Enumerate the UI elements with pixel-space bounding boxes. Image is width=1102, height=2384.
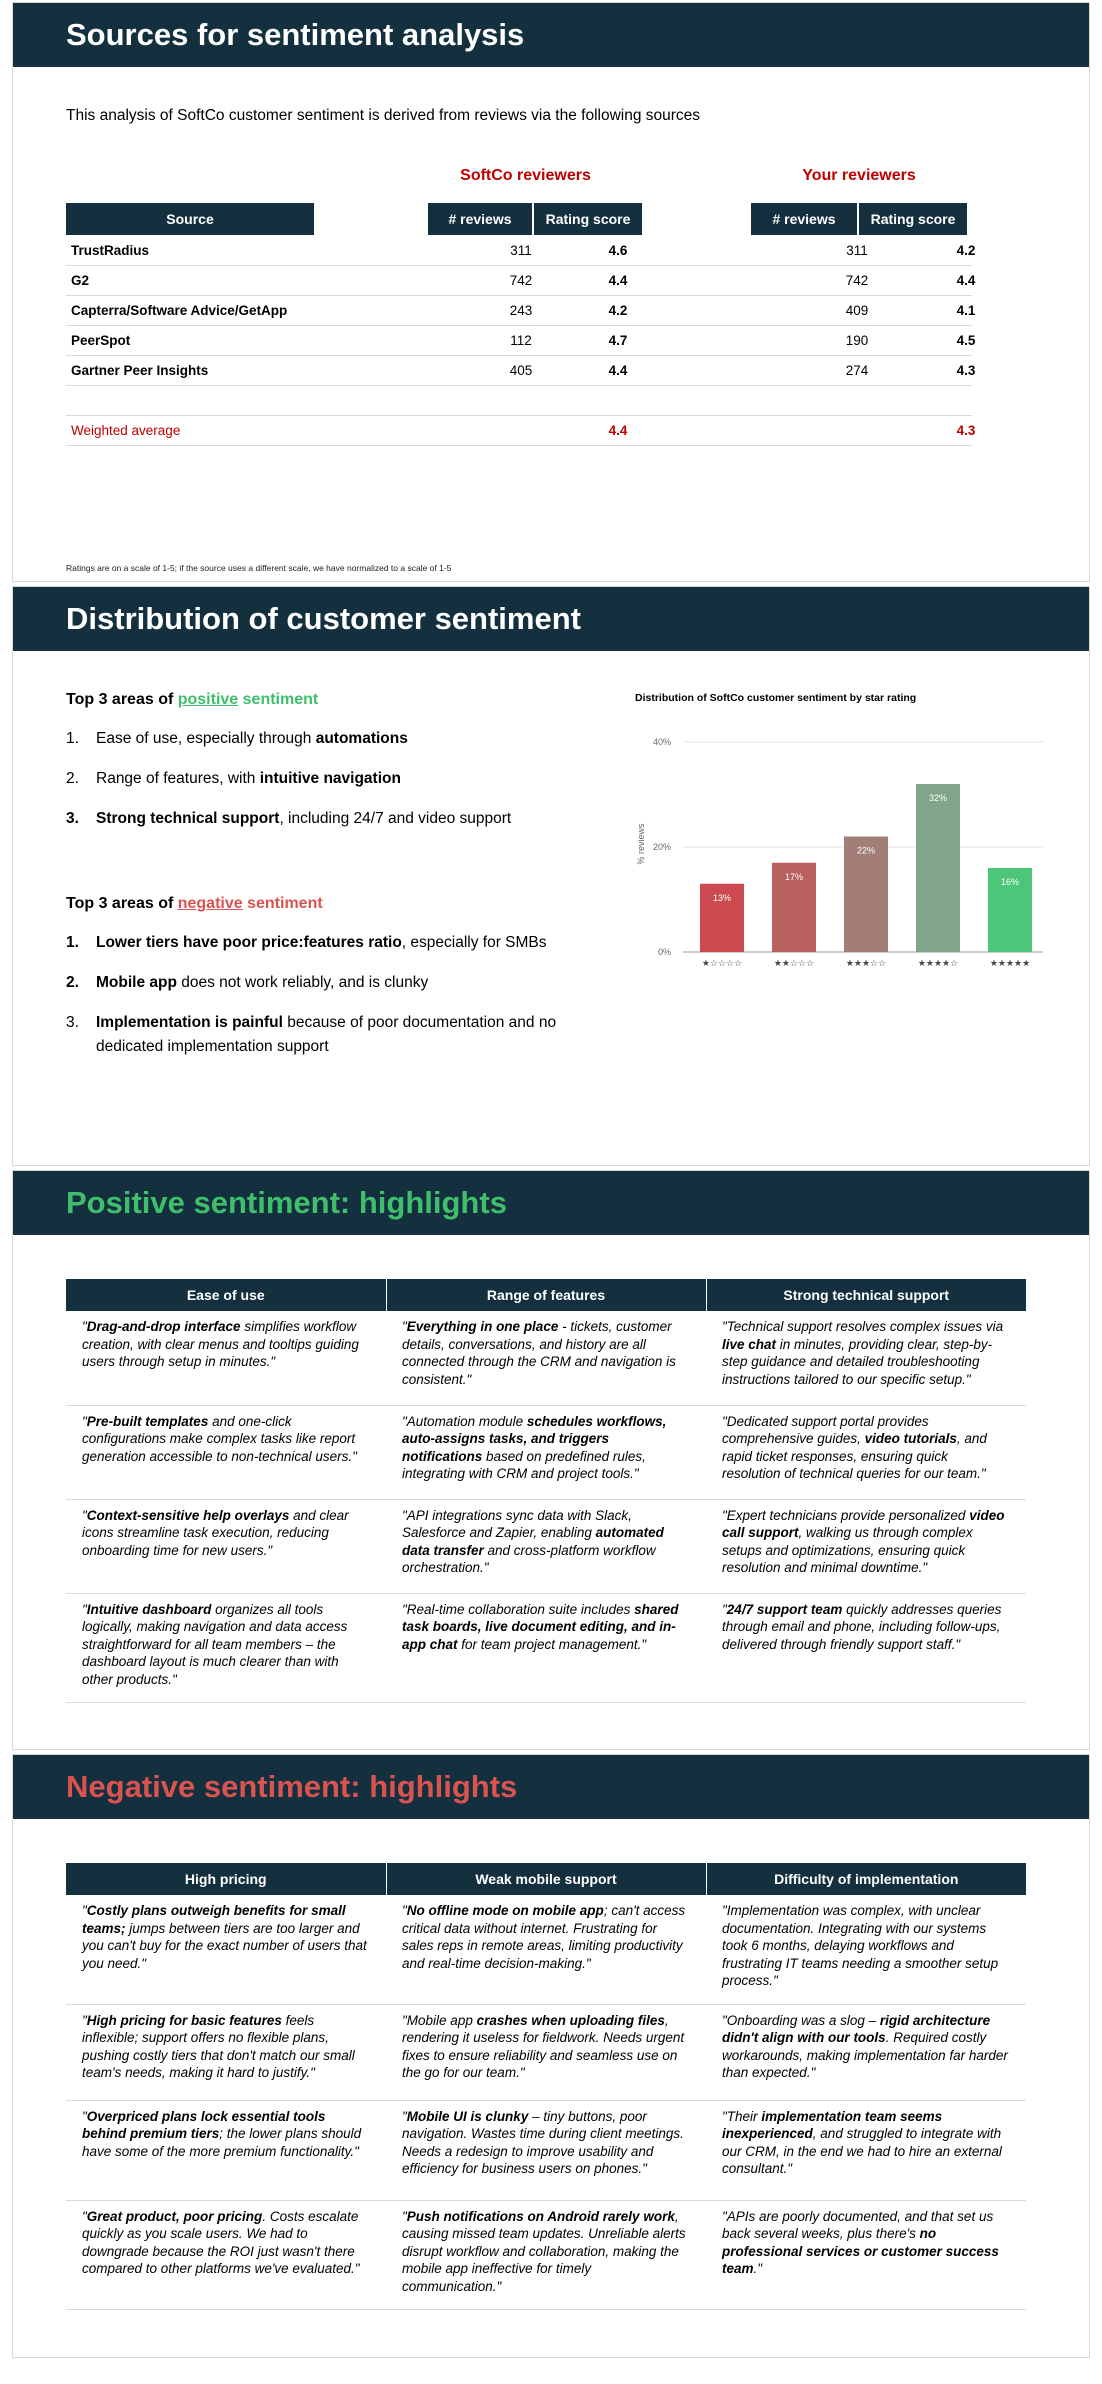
table-row [66,265,976,296]
y-tick-label: 20% [652,842,671,852]
table-row [66,235,976,266]
table-row [66,1593,1026,1703]
weighted-average-row [66,415,976,446]
table-row [66,2200,1026,2310]
bar [916,784,960,952]
cell-reviews-yours: 742 [845,273,869,288]
x-tick-label: ★☆☆☆☆ [701,959,743,969]
quote-cell: "Costly plans outweigh benefits for small teams; jumps between tiers are too larger and you can't buy for the exact number of users that you need." [66,1895,386,2004]
quote-cell: "High pricing for basic features feels inflexible; support offers no flexible plans, pushing costly tiers that don't match our small team's needs, making it hard to justify." [66,2004,386,2100]
cell-reviews-yours: 274 [845,363,869,378]
slide-sources [12,2,1090,582]
quote-cell: "Everything in one place - tickets, customer details, conversations, and history are all connected through the CRM and navigation is consistent." [386,1311,706,1405]
quote-cell: "Intuitive dashboard organizes all tools logically, making navigation and data access straightforward for all team members – the dashboard layout is much clearer than with other products." [66,1593,386,1703]
negative-highlights-table [66,1863,1026,2310]
quote-cell: "Context-sensitive help overlays and clear icons streamline task execution, reducing onboarding time for new users." [66,1499,386,1593]
cell-rating-softco: 4.4 [608,273,628,288]
cell-reviews-softco: 742 [509,273,533,288]
negative-heading [66,895,323,913]
table-row [66,1499,1026,1593]
quote-cell: "24/7 support team quickly addresses queries through email and phone, including follow-ups, delivered through friendly support staff." [706,1593,1026,1703]
cell-rating-yours: 4.3 [956,363,976,378]
quote-cell: "Dedicated support portal provides comprehensive guides, video tutorials, and rapid ticket responses, ensuring quick resolution of technical queries for our team." [706,1405,1026,1499]
negative-item [66,931,586,957]
slide-banner [13,1755,1089,1819]
quote-cell: "Mobile UI is clunky – tiny buttons, poor navigation. Wastes time during client meetings. Needs a redesign to improve usability and efficiency for business users on phones." [386,2100,706,2200]
slide-title: Sources for sentiment analysis [66,17,525,52]
item-text: Range of features, with intuitive navigation [96,770,401,787]
heading-suffix: sentiment [238,691,319,708]
cell-rating-yours: 4.5 [956,333,976,348]
weighted-average-label: Weighted average [71,423,181,438]
cell-source: Capterra/Software Advice/GetApp [71,303,288,318]
quote-cell: "Drag-and-drop interface simplifies workflow creation, with clear menus and tooltips guiding users through setup in minutes." [66,1311,386,1405]
slide-title: Negative sentiment: highlights [66,1769,518,1804]
item-text: Ease of use, especially through automations [96,730,408,747]
bar-value-label: 16% [1000,877,1020,887]
col-header: Weak mobile support [386,1863,706,1895]
quote-cell: "No offline mode on mobile app; can't access critical data without internet. Frustrating for sales reps in remote areas, limiting productivity and real-time decision-making." [386,1895,706,2004]
col-header-source: Source [66,203,314,235]
cell-source: TrustRadius [71,243,150,258]
item-text: Strong technical support, including 24/7 and video support [96,810,512,827]
negative-word: negative [177,895,243,912]
quote-cell: "APIs are poorly documented, and that set us back several weeks, plus there's no professional services or customer success team." [706,2200,1026,2310]
item-text: Mobile app does not work reliably, and is clunky [96,974,429,991]
col-header: Strong technical support [706,1279,1026,1311]
col-header-reviews-yours: # reviews [751,203,857,235]
y-axis-label: % reviews [636,823,646,865]
negative-item [66,1011,586,1063]
slide-banner [13,587,1089,651]
group-header-yours: Your reviewers [802,167,916,184]
cell-source: G2 [71,273,90,288]
x-tick-label: ★★★★☆ [917,959,959,969]
slide-positive-highlights [12,1170,1090,1750]
x-tick-label: ★★★★★ [989,959,1031,969]
cell-reviews-yours: 409 [845,303,869,318]
cell-reviews-softco: 311 [510,243,532,258]
intro-text: This analysis of SoftCo customer sentiment is derived from reviews via the following sources [66,107,701,124]
weighted-average-yours: 4.3 [956,423,976,438]
item-text: Lower tiers have poor price:features ratio, especially for SMBs [96,934,547,951]
quote-cell: "Technical support resolves complex issues via live chat in minutes, providing clear, step-by-step guidance and detailed troubleshooting instructions tailored to our specific setup." [706,1311,1026,1405]
quote-cell: "Pre-built templates and one-click configurations make complex tasks like report generation accessible to non-technical users." [66,1405,386,1499]
positive-highlights-table [66,1279,1026,1703]
cell-rating-softco: 4.2 [608,303,628,318]
positive-item [66,807,586,833]
cell-reviews-softco: 243 [509,303,533,318]
col-header: High pricing [66,1863,386,1895]
col-header-rating-softco: Rating score [534,203,642,235]
slide-distribution [12,586,1090,1166]
negative-item [66,971,586,997]
y-tick-label: 40% [652,737,671,747]
quote-cell: "Onboarding was a slog – rigid architecture didn't align with our tools. Required costly workarounds, making implementation far harder than expected." [706,2004,1026,2100]
table-row [66,325,976,356]
slide-banner [13,3,1089,67]
cell-rating-softco: 4.7 [608,333,628,348]
cell-reviews-softco: 112 [510,333,532,348]
bar-value-label: 32% [928,793,948,803]
y-tick-label: 0% [657,947,671,957]
item-number: 1. [66,730,79,747]
footnote: Ratings are on a scale of 1-5; if the source uses a different scale, we have normalized to a scale of 1-5 [66,563,452,573]
quote-cell: "Mobile app crashes when uploading files, rendering it useless for fieldwork. Needs urgent fixes to ensure reliability and seamless use on the go for our team." [386,2004,706,2100]
table-row [66,1405,1026,1499]
heading-prefix: Top 3 areas of [66,691,178,708]
cell-reviews-yours: 190 [845,333,869,348]
item-number: 1. [66,934,79,951]
quote-cell: "Implementation was complex, with unclear documentation. Integrating with our systems took 6 months, delaying workflows and frustrating IT teams needing a smoother setup process." [706,1895,1026,2004]
bar-value-label: 17% [784,871,804,882]
bar-value-label: 13% [712,892,732,903]
item-number: 2. [66,770,79,787]
table-row [66,355,976,386]
weighted-average-softco: 4.4 [608,423,628,438]
cell-reviews-yours: 311 [846,243,868,258]
col-header: Ease of use [66,1279,386,1311]
slide-title: Distribution of customer sentiment [66,601,581,636]
positive-heading [66,691,318,709]
col-header-reviews-softco: # reviews [428,203,532,235]
cell-rating-yours: 4.2 [956,243,976,258]
item-number: 2. [66,974,79,991]
cell-rating-yours: 4.4 [956,273,976,288]
table-row [66,295,976,326]
col-header: Difficulty of implementation [706,1863,1026,1895]
quote-cell: "Great product, poor pricing. Costs escalate quickly as you scale users. We had to downgrade because the ROI just wasn't there compared to other platforms we've evaluated." [66,2200,386,2310]
slide-banner [13,1171,1089,1235]
item-text: Implementation is painful because of poor documentation and no dedicated implementation support [96,1014,557,1055]
quote-cell: "Real-time collaboration suite includes shared task boards, live document editing, and in-app chat for team project management." [386,1593,706,1703]
item-number: 3. [66,1014,79,1031]
col-header: Range of features [386,1279,706,1311]
x-tick-label: ★★★☆☆ [845,959,887,969]
table-row [66,2004,1026,2100]
quote-cell: "Automation module schedules workflows, auto-assigns tasks, and triggers notifications based on predefined rules, integrating with CRM and project tools." [386,1405,706,1499]
quote-cell: "Expert technicians provide personalized video call support, walking us through complex setups and optimizations, ensuring quick resolution and minimal downtime." [706,1499,1026,1593]
group-header-softco: SoftCo reviewers [460,167,591,184]
cell-source: PeerSpot [71,333,131,348]
slide-negative-highlights [12,1754,1090,2358]
slide-title: Positive sentiment: highlights [66,1185,507,1220]
bar-value-label: 22% [856,845,876,856]
item-number: 3. [66,810,79,827]
heading-prefix: Top 3 areas of [66,895,178,912]
quote-cell: "API integrations sync data with Slack, Salesforce and Zapier, enabling automated data transfer and cross-platform workflow orchestration." [386,1499,706,1593]
positive-item [66,767,586,793]
table-spacer-row [66,385,972,416]
quote-cell: "Push notifications on Android rarely work, causing missed team updates. Unreliable alerts disrupt workflow and collaboration, making the mobile app ineffective for timely communication." [386,2200,706,2310]
quote-cell: "Overpriced plans lock essential tools behind premium tiers; the lower plans should have some of the more premium functionality." [66,2100,386,2200]
table-row [66,1311,1026,1405]
table-row [66,1895,1026,2004]
table-row [66,2100,1026,2200]
cell-reviews-softco: 405 [509,363,533,378]
positive-word: positive [177,691,239,708]
cell-rating-yours: 4.1 [956,303,976,318]
chart-title: Distribution of SoftCo customer sentiment by star rating [635,692,917,704]
star-rating-bar-chart [623,717,1053,977]
quote-cell: "Their implementation team seems inexperienced, and struggled to integrate with our CRM, in the end we had to hire an external consultant." [706,2100,1026,2200]
heading-suffix: sentiment [242,895,323,912]
cell-source: Gartner Peer Insights [71,363,209,378]
cell-rating-softco: 4.4 [608,363,628,378]
col-header-rating-yours: Rating score [859,203,967,235]
cell-rating-softco: 4.6 [608,243,628,258]
x-tick-label: ★★☆☆☆ [773,959,815,969]
positive-item [66,727,586,753]
